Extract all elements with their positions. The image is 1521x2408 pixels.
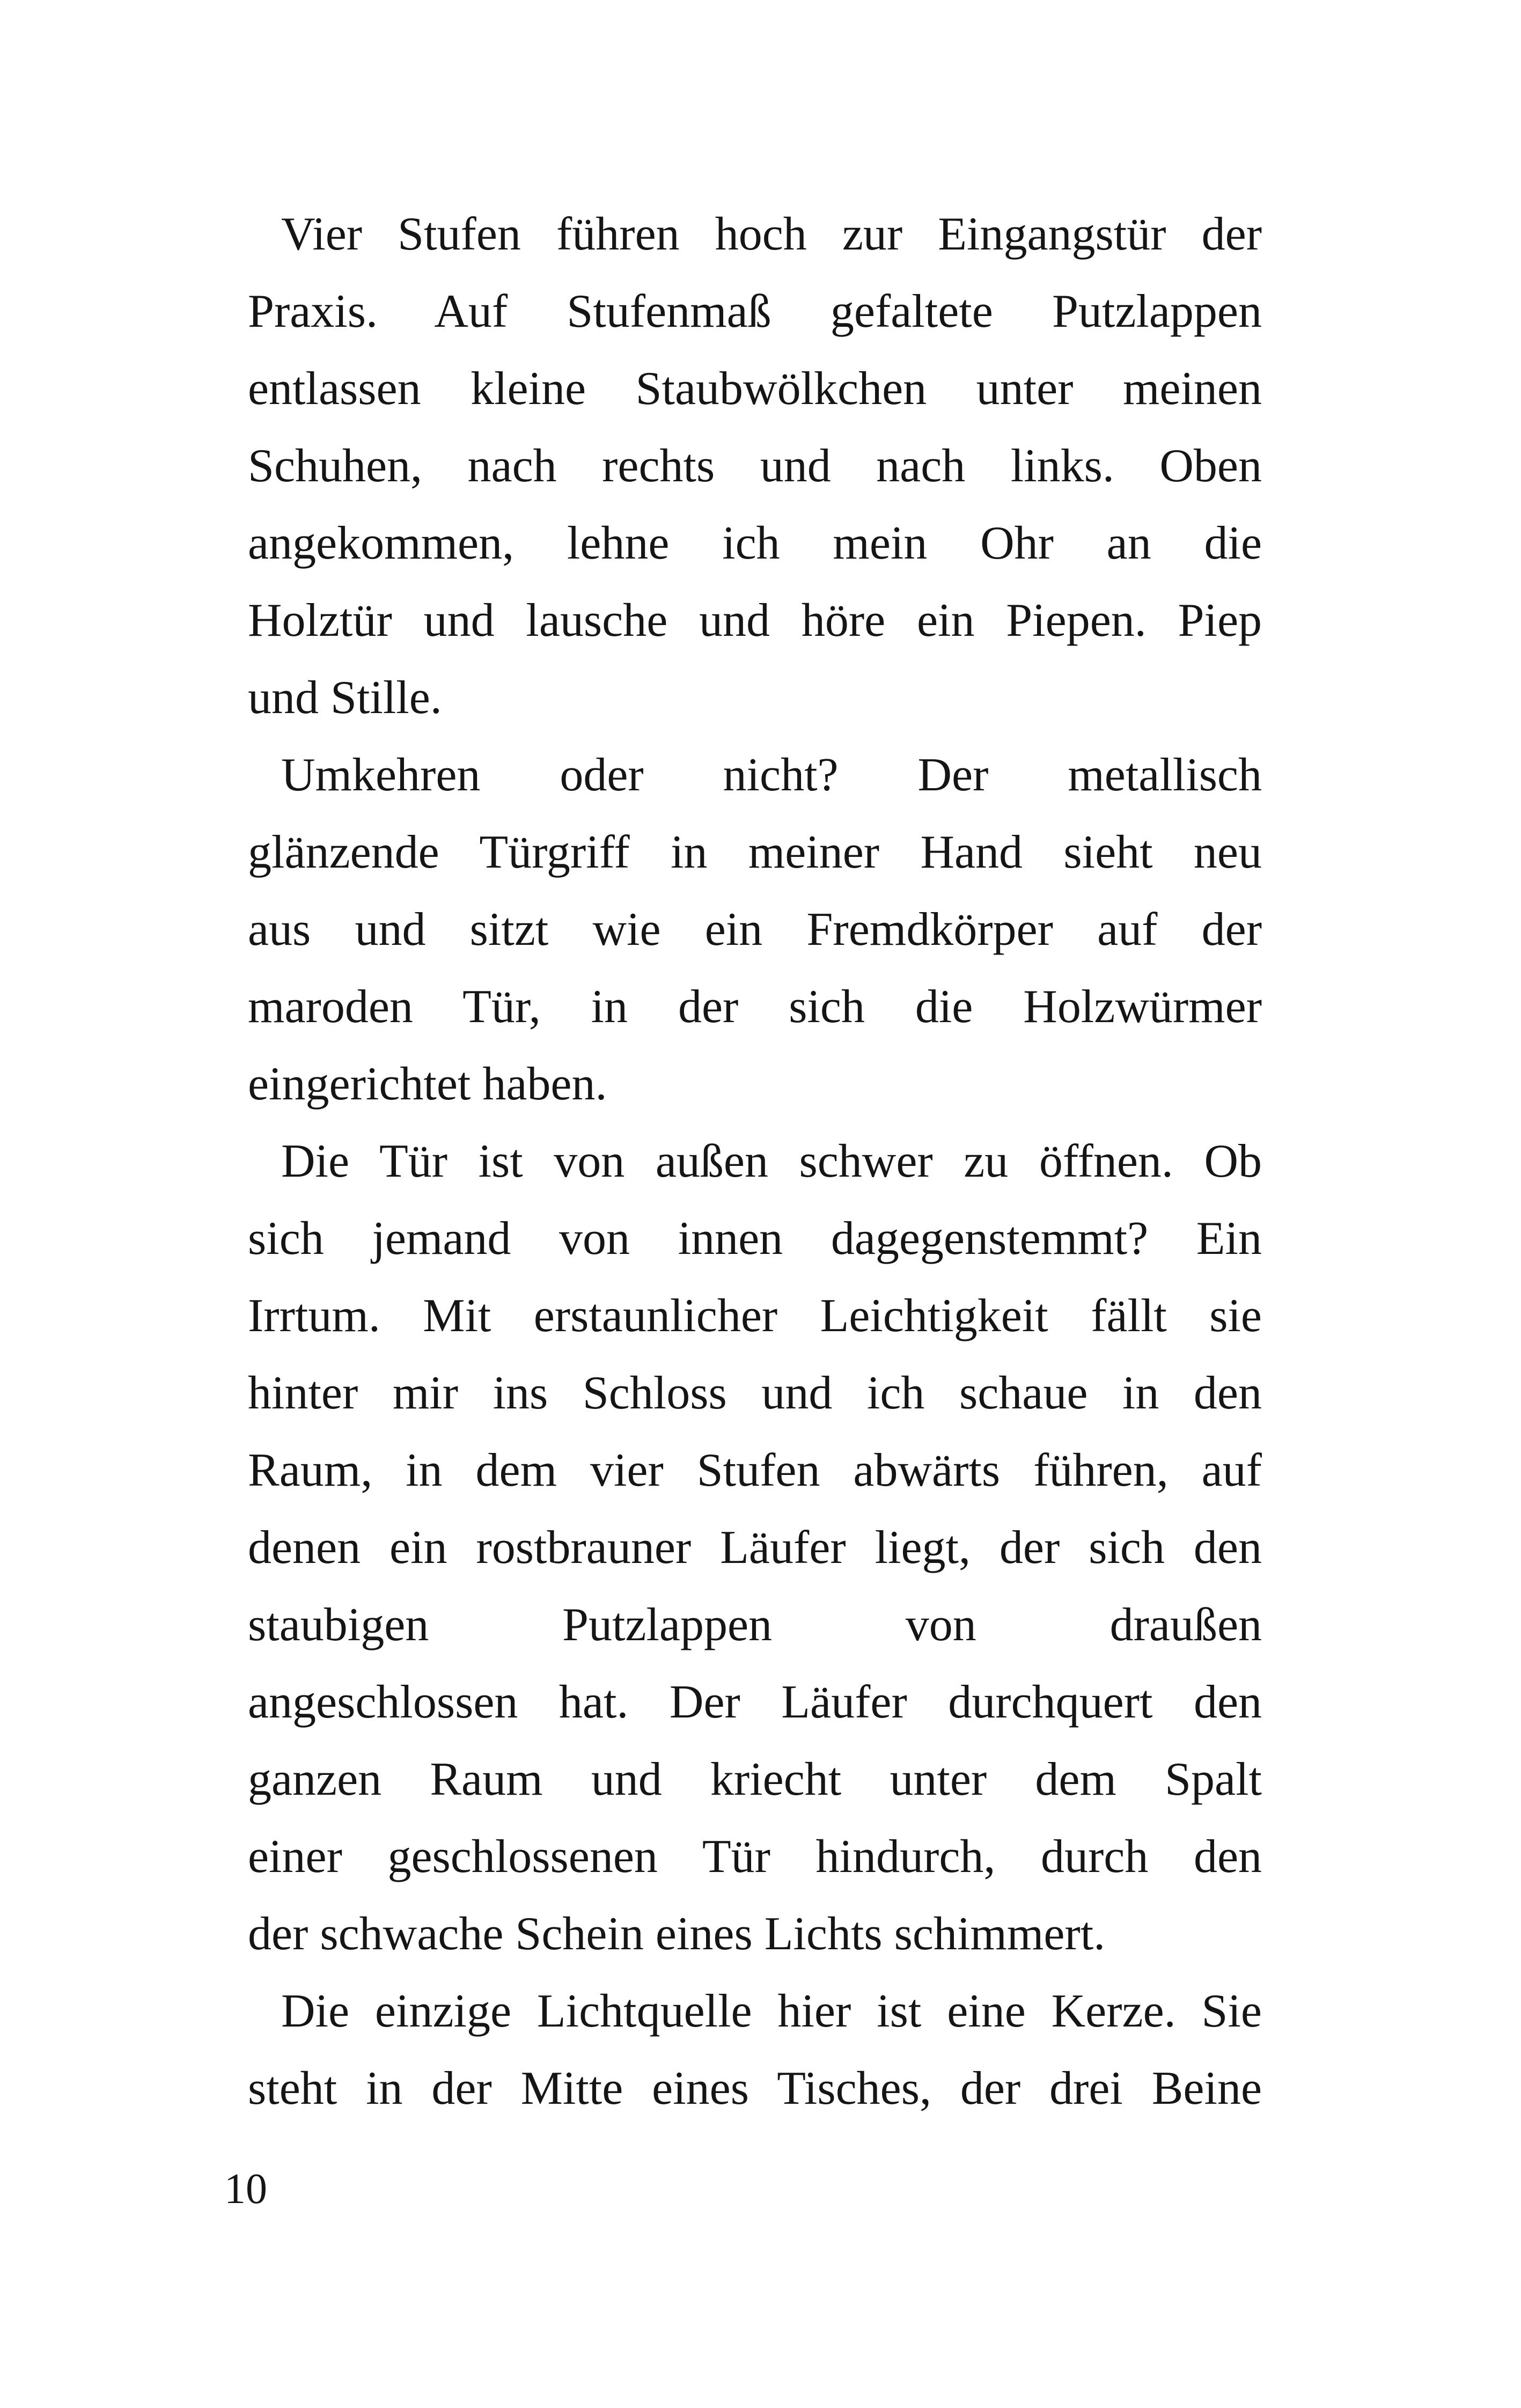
text-line: und Stille. xyxy=(248,672,442,724)
text-line: maroden Tür, in der sich die Holzwürmer xyxy=(248,981,1262,1033)
text-line: Holztür und lausche und höre ein Piepen. Piep xyxy=(248,594,1262,647)
paragraph-3 xyxy=(215,1123,1262,1973)
text-line: steht in der Mitte eines Tisches, der drei Beine xyxy=(248,2062,1262,2115)
text-line: sich jemand von innen dagegenstemmt? Ein xyxy=(248,1213,1262,1265)
body-text xyxy=(215,196,1262,2127)
text-line: hinter mir ins Schloss und ich schaue in den xyxy=(248,1367,1262,1419)
text-line: glänzende Türgriff in meiner Hand sieht neu xyxy=(248,826,1262,878)
text-line: entlassen kleine Staubwölkchen unter meinen xyxy=(248,363,1262,415)
text-line: Vier Stufen führen hoch zur Eingangstür der xyxy=(281,208,1262,260)
text-line: eingerichtet haben. xyxy=(248,1058,607,1110)
text-line: Schuhen, nach rechts und nach links. Oben xyxy=(248,440,1262,492)
text-line: Praxis. Auf Stufenmaß gefaltete Putzlappen xyxy=(248,285,1262,337)
text-line: der schwache Schein eines Lichts schimmert. xyxy=(248,1908,1106,1960)
text-line: Die Tür ist von außen schwer zu öffnen. Ob xyxy=(281,1135,1262,1187)
paragraph-4 xyxy=(215,1973,1262,2127)
paragraph-2 xyxy=(215,737,1262,1123)
paragraph-1 xyxy=(215,196,1262,737)
text-line: einer geschlossenen Tür hindurch, durch den xyxy=(248,1831,1262,1883)
page-number: 10 xyxy=(224,2165,267,2213)
text-line: angekommen, lehne ich mein Ohr an die xyxy=(248,517,1262,569)
text-line: angeschlossen hat. Der Läufer durchquert den xyxy=(248,1676,1262,1728)
text-line: Umkehren oder nicht? Der metallisch xyxy=(281,749,1262,801)
text-line: Irrtum. Mit erstaunlicher Leichtigkeit fällt sie xyxy=(248,1290,1262,1342)
text-line: Raum, in dem vier Stufen abwärts führen, auf xyxy=(248,1444,1262,1496)
text-line: aus und sitzt wie ein Fremdkörper auf der xyxy=(248,904,1262,956)
text-line: denen ein rostbrauner Läufer liegt, der sich den xyxy=(248,1522,1262,1574)
text-line: staubigen Putzlappen von draußen xyxy=(248,1599,1262,1651)
text-line: ganzen Raum und kriecht unter dem Spalt xyxy=(248,1753,1262,1805)
text-line: Die einzige Lichtquelle hier ist eine Kerze. Sie xyxy=(281,1985,1262,2037)
